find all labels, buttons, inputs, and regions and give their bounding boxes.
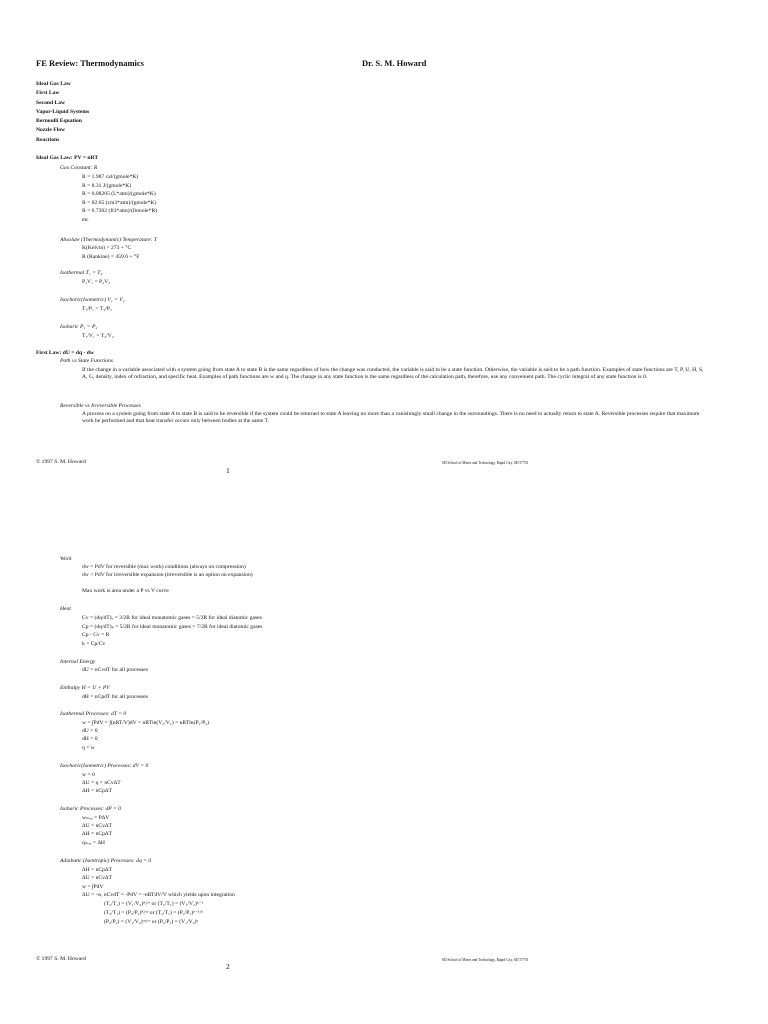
page-number: 1 <box>226 466 230 475</box>
topic-item: Ideal Gas Law <box>36 81 71 87</box>
document-page-2 <box>0 495 768 1024</box>
adiabatic-process-line: w = ∫PdV <box>82 884 104 890</box>
isothermal-label: Isothermal T₁ = T₂ <box>60 270 103 276</box>
isothermal-process-line: q = w <box>82 745 95 751</box>
heat-line: Cp - Cv = R <box>82 632 110 638</box>
isobaric-process-line: ΔH = nCpΔT <box>82 831 112 837</box>
isochoric-process-line: w = 0 <box>82 772 95 778</box>
gas-constant-value: R = 0.7302 (ft3*atm)/(lbmole*R) <box>82 208 157 214</box>
footer-copyright: © 1997 S. M. Howard <box>36 956 86 962</box>
isobaric-label: Isobaric P₁ = P₂ <box>60 324 98 330</box>
isothermal-process-line: w = ∫PdV = ∫(nRT/V)dV = nRTln(V₂/V₁) = nRTln(P₁/P₂) <box>82 720 209 726</box>
heat-line: Cp = (dq/dT)ₚ = 5/2R for ideal monatomic gases = 7/2R for ideal diatomic gases <box>82 624 263 630</box>
reversible-paragraph: A process on a system going from state A to state B is said to be reversible if the system could be returned to state A leaving no more than a vanishingly small change in the surroundings. There is no need to actually return to state A. Reversible processes require that maximum work be performed and that heat transfer occurs only between bodies at the same T. <box>82 411 700 424</box>
adiabatic-process-line: (T₂/T₁) = (V₁/V₂)ᴿ/ᶜᵛ or (T₂/T₁) = (V₁/V₂)ᵏ⁻¹ <box>104 901 204 907</box>
work-line: dw < PdV for irreversible expansion (irreversible is an option on expansion) <box>82 572 253 578</box>
footer-institution: SD School of Mines and Technology, Rapid City, SD 57701 <box>442 958 529 962</box>
gas-constant-value: R = 0.08205 (L*atm)/(gmole*K) <box>82 191 156 197</box>
isochoric-process-line: ΔH = nCpΔT <box>82 788 112 794</box>
topic-item: Vapor-Liquid Systems <box>36 108 90 115</box>
adiabatic-process-line: ΔU = -w, nCvdT = -PdV = -nRTdV/V which yields upon integration <box>82 892 235 898</box>
work-note: Max work is area under a P vs V curve <box>82 588 169 594</box>
topic-item: First Law <box>36 90 60 97</box>
isobaric-process-line: wₘₐₓ = PΔV <box>82 815 110 821</box>
gas-constant-value: R = 8.31 J/(gmole*K) <box>82 183 132 189</box>
adiabatic-process-line: ΔH = nCpΔT <box>82 867 112 873</box>
adiabatic-process-line: (T₂/T₁) = (P₂/P₁)ᴿ/ᶜᵖ or (T₂/T₁) = (P₂/P₁)ᵏ⁻¹/ᵏ <box>104 910 203 916</box>
isothermal-equation: P₁V₁ = P₂V₂ <box>82 279 111 285</box>
document-author: Dr. S. M. Howard <box>362 58 427 68</box>
adiabatic-process-line: (P₂/P₁) = (V₁/V₂)ᶜᵖ/ᶜᵛ or (P₂/P₁) = (V₁/V₂)ᵏ <box>104 919 199 925</box>
isochoric-process-label: Isochoric(Isometric) Processes: dV = 0 <box>60 763 149 769</box>
heat-line: k = Cp/Cv <box>82 641 106 647</box>
work-label: Work <box>60 556 72 562</box>
first-law-heading: First Law: dU = dq - dw <box>36 350 94 356</box>
path-state-label: Path vs State Functions <box>60 358 113 364</box>
isobaric-process-label: Isobaric Processes: dP = 0 <box>60 806 121 812</box>
isothermal-process-line: dU = 0 <box>82 728 98 734</box>
topic-item: Second Law <box>36 99 66 106</box>
topics-list <box>36 80 89 145</box>
document-page-1 <box>0 0 768 495</box>
isochoric-label: Isochoric(Isometric) V₁ = V₂ <box>60 297 125 303</box>
isobaric-equation: T₁/V₁ = T₂/V₂ <box>82 333 114 339</box>
gas-constant-label: Gas Constant: R <box>60 165 98 171</box>
internal-energy-label: Internal Energy <box>60 659 96 665</box>
isobaric-process-line: ΔU = nCvΔT <box>82 823 112 829</box>
gas-constant-value: R = 82.05 (cm3*atm)/(gmole*K) <box>82 200 157 206</box>
topic-item: Bernoulli Equation <box>36 118 82 125</box>
topic-item: Reactions <box>36 136 60 143</box>
adiabatic-process-label: Adiabatic (Isentropic) Processes: dq = 0 <box>60 858 152 864</box>
topic-item: Nozzle Flow <box>36 127 66 134</box>
isochoric-equation: T₁/P₁ = T₂/P₂ <box>82 306 112 312</box>
isochoric-process-line: ΔU = q = nCvΔT <box>82 780 121 786</box>
isothermal-process-line: dH = 0 <box>82 736 98 742</box>
heat-label: Heat <box>60 606 71 612</box>
reversible-label: Reversible vs Irreversible Processes <box>60 403 141 409</box>
gas-constant-value: etc <box>82 217 89 223</box>
isothermal-process-label: Isothermal Processes: dT = 0 <box>60 711 127 717</box>
enthalpy-label: Enthalpy H = U + PV <box>60 685 110 691</box>
page-number: 2 <box>226 962 230 971</box>
path-state-paragraph: If the change in a variable associated with a system going from state A to state B is the same regardless of how the change was conducted, the variable is said to be a state function. Otherwise, the variable is said to be a path function. Examples of state functions are T, P, U, H, S, A, G, density, index of refraction, and specific heat. Examples of path functions are w and q. The change in any state function is the same regardless of the calculation path, therefore, use any convenient path. The cyclic integral of any state function is 0. <box>82 367 704 380</box>
abs-temp-value: K(Kelvin) = 273 + °C <box>82 245 132 251</box>
isobaric-process-line: qₘₐₓ = ΔH <box>82 840 105 846</box>
ideal-gas-heading: Ideal Gas Law: PV = nRT <box>36 155 99 161</box>
abs-temp-label: Absolute (Thermodynamic) Temperature: T <box>60 237 157 243</box>
enthalpy-equation: dH = nCpdT for all processes <box>82 694 148 700</box>
footer-institution: SD School of Mines and Technology, Rapid City, SD 57701 <box>442 461 529 465</box>
abs-temp-value: R (Rankine) = 459.6 + °F <box>82 254 140 260</box>
gas-constant-value: R = 1.987 cal/(gmole*K) <box>82 174 139 180</box>
internal-energy-equation: dU = nCvdT for all processes <box>82 667 148 673</box>
work-line: dw = PdV for reversible (max work) conditions (always on compression) <box>82 564 246 570</box>
document-title: FE Review: Thermodynamics <box>36 58 144 68</box>
footer-copyright: © 1997 S. M. Howard <box>36 459 86 465</box>
adiabatic-process-line: ΔU = nCvΔT <box>82 875 112 881</box>
heat-line: Cv = (dq/dT)ᵥ = 3/2R for ideal monatomic gases = 5/2R for ideal diatomic gases <box>82 615 262 621</box>
